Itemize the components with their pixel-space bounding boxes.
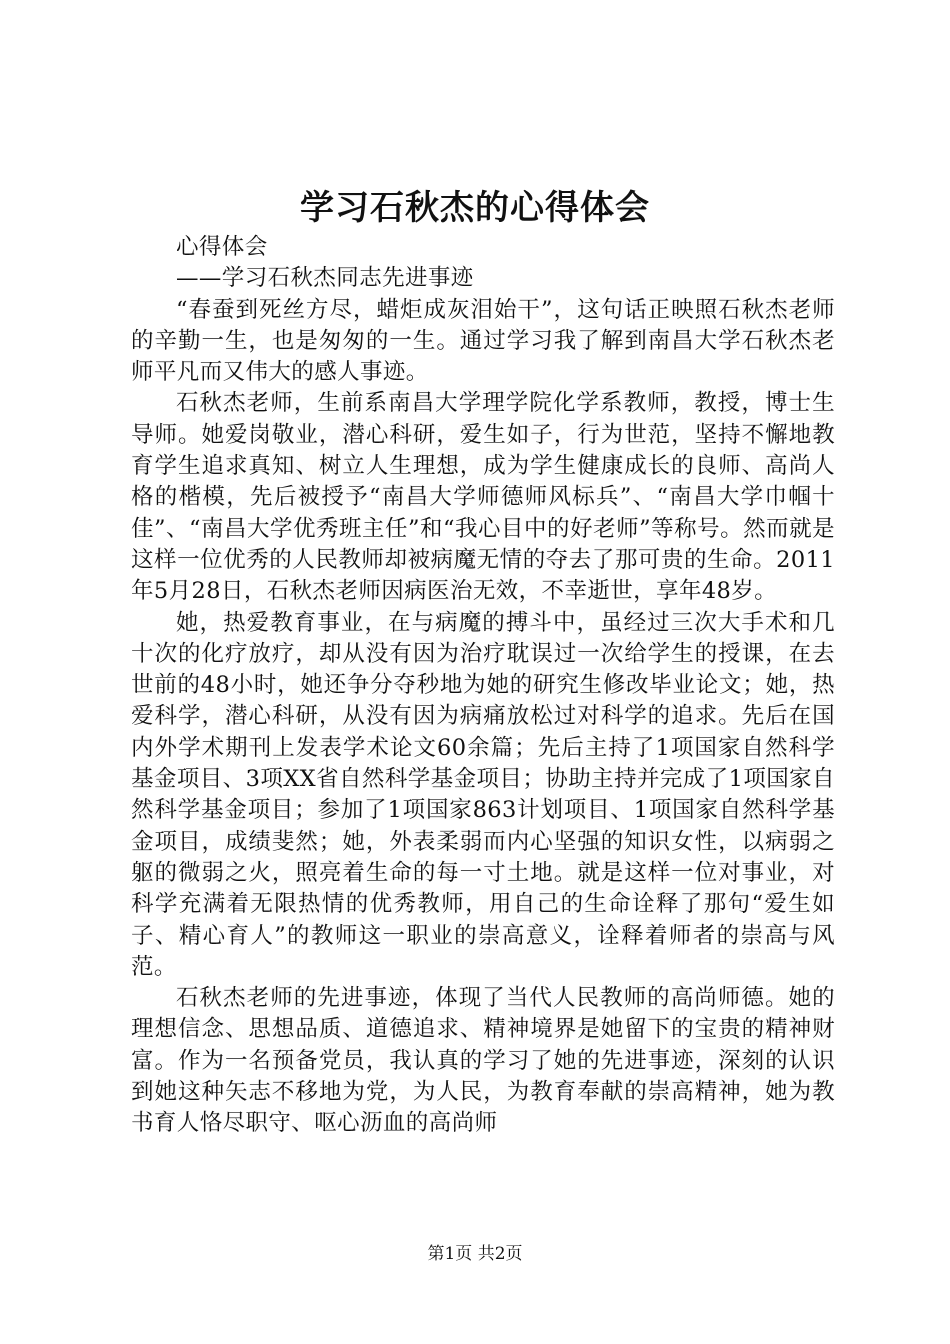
document-title: 学习石秋杰的心得体会 bbox=[300, 188, 650, 228]
paragraph-2: 石秋杰老师，生前系南昌大学理学院化学系教师，教授，博士生导师。她爱岗敬业，潜心科研，爱生如子，行为世范，坚持不懈地教育学生追求真知、树立人生理想，成为学生健康成长的良师、高尚人格的楷模，先后被授予“南昌大学师德师风标兵”、“南昌大学巾帼十佳”、“南昌大学优秀班主任”和“我心目中的好老师”等称号。然而就是这样一位优秀的人民教师却被病魔无情的夺去了那可贵的生命。2011年5月28日，石秋杰老师因病医治无效，不幸逝世，享年48岁。 bbox=[131, 390, 835, 605]
paragraph-heading: 心得体会 bbox=[176, 234, 268, 260]
paragraph-4: 石秋杰老师的先进事迹，体现了当代人民教师的高尚师德。她的理想信念、思想品质、道德追求、精神境界是她留下的宝贵的精神财富。作为一名预备党员，我认真的学习了她的先进事迹，深刻的认识到她这种矢志不移地为党，为人民，为教育奉献的崇高精神，她为教书育人恪尽职守、呕心沥血的高尚师 bbox=[131, 985, 835, 1137]
document-body bbox=[131, 232, 835, 1140]
page-number-footer: 第1页 共2页 bbox=[427, 1244, 523, 1264]
paragraph-1: “春蚕到死丝方尽，蜡炬成灰泪始干”，这句话正映照石秋杰老师的辛勤一生，也是匆匆的一生。通过学习我了解到南昌大学石秋杰老师平凡而又伟大的感人事迹。 bbox=[131, 296, 835, 386]
paragraph-3: 她，热爱教育事业，在与病魔的搏斗中，虽经过三次大手术和几十次的化疗放疗，却从没有因为治疗耽误过一次给学生的授课，在去世前的48小时，她还争分夺秒地为她的研究生修改毕业论文；她，热爱科学，潜心科研，从没有因为病痛放松过对科学的追求。先后在国内外学术期刊上发表学术论文60余篇；先后主持了1项国家自然科学基金项目、3项XX省自然科学基金项目；协助主持并完成了1项国家自然科学基金项目；参加了1项国家863计划项目、1项国家自然科学基金项目，成绩斐然；她，外表柔弱而内心坚强的知识女性，以病弱之躯的微弱之火，照亮着生命的每一寸土地。就是这样一位对事业，对科学充满着无限热情的优秀教师，用自己的生命诠释了那句“爱生如子、精心育人”的教师这一职业的崇高意义，诠释着师者的崇高与风范。 bbox=[131, 609, 835, 980]
paragraph-subtitle: ——学习石秋杰同志先进事迹 bbox=[176, 265, 474, 292]
